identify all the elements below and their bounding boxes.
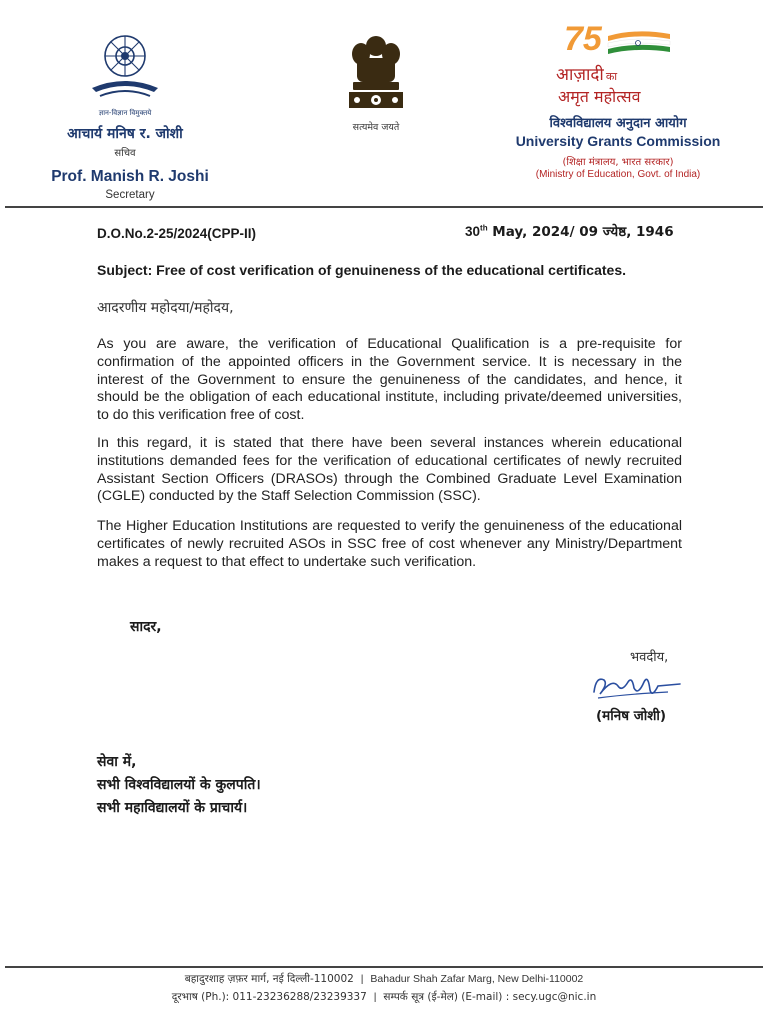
date-rest: May, 2024/ 09 ज्येष्ठ, 1946 xyxy=(487,224,674,240)
secretary-designation-hindi: सचिव xyxy=(114,148,136,159)
footer-divider xyxy=(5,966,763,968)
closing-regards: सादर, xyxy=(130,619,162,635)
amrit-mahotsav-text: अमृत महोत्सव xyxy=(558,87,641,106)
azadi-75-number: 75 xyxy=(564,20,602,58)
footer-address-hindi: बहादुरशाह ज़फ़र मार्ग, नई दिल्ली-110002 xyxy=(184,973,354,985)
footer-separator-2: | xyxy=(373,991,377,1003)
date-day: 30 xyxy=(465,224,481,239)
footer-address xyxy=(100,972,668,986)
secretary-name-hindi: आचार्य मनिष र. जोशी xyxy=(67,126,183,142)
letter-date xyxy=(465,222,674,240)
closing-yours: भवदीय, xyxy=(630,650,669,665)
footer-address-english: Bahadur Shah Zafar Marg, New Delhi-110002 xyxy=(370,973,584,985)
secretary-name-english: Prof. Manish R. Joshi xyxy=(51,168,209,185)
ugc-name-english: University Grants Commission xyxy=(515,133,721,149)
footer-phone: दूरभाष (Ph.): 011-23236288/23239337 xyxy=(171,991,367,1003)
header-divider xyxy=(5,206,763,208)
recipients-line-1: सभी विश्वविद्यालयों के कुलपति। xyxy=(97,777,261,793)
body-paragraph-3: The Higher Education Institutions are requested to verify the genuineness of the educational certificates of newly recruited ASOs in SSC free of cost whenever any Ministry/Department makes a request to that effect to undertake such verification. xyxy=(97,518,682,570)
emblem-motto: ज्ञान-विज्ञान विमुक्तये xyxy=(98,109,152,117)
footer-contact xyxy=(100,990,668,1004)
body-paragraph-1: As you are aware, the verification of Educational Qualification is a pre-requisite for confirmation of the appointed officers in the Government service. It is necessary in the interest of the Government to ensure the genuineness of the candidates, and hence, it should be the obligation of each educational institute, including private/deemed universities, to do this verification free of cost. xyxy=(97,336,682,424)
signature-image xyxy=(588,668,688,704)
signatory-name: (मनिष जोशी) xyxy=(596,708,667,724)
ministry-english: (Ministry of Education, Govt. of India) xyxy=(535,169,701,180)
satyamev-jayate-motto: सत्यमेव जयते xyxy=(352,122,400,133)
footer-email[interactable]: सम्पर्क सूत्र (ई-मेल) (E-mail) : secy.ugc@nic.in xyxy=(383,991,597,1003)
ugc-name-hindi: विश्वविद्यालय अनुदान आयोग xyxy=(549,116,687,131)
body-paragraph-2: In this regard, it is stated that there have been several instances wherein educational institutions demanded fees for the verification of educational certificates of newly recruited Assistant Section Officers (DRASOs) through the Combined Graduate Level Examination (CGLE) conducted by the Staff Selection Commission (SSC). xyxy=(97,435,682,505)
ministry-hindi: (शिक्षा मंत्रालय, भारत सरकार) xyxy=(562,157,674,168)
secretary-designation-english: Secretary xyxy=(105,189,155,201)
ugc-emblem-icon xyxy=(80,26,170,106)
azadi-75-logo xyxy=(560,20,680,66)
reference-number: D.O.No.2-25/2024(CPP-II) xyxy=(97,226,257,241)
azadi-text: आज़ादी xyxy=(556,65,604,85)
date-suffix: th xyxy=(480,223,488,233)
recipients-intro: सेवा में, xyxy=(97,754,137,770)
azadi-line1 xyxy=(556,62,686,85)
ashoka-emblem-icon xyxy=(343,32,409,116)
salutation: आदरणीय महोदया/महोदय, xyxy=(97,300,234,316)
recipients-line-2: सभी महाविद्यालयों के प्राचार्य। xyxy=(97,800,248,816)
footer-separator: | xyxy=(360,973,364,985)
azadi-ka-text: का xyxy=(605,70,618,83)
subject-line: Subject: Free of cost verification of genuineness of the educational certificates. xyxy=(97,262,627,278)
